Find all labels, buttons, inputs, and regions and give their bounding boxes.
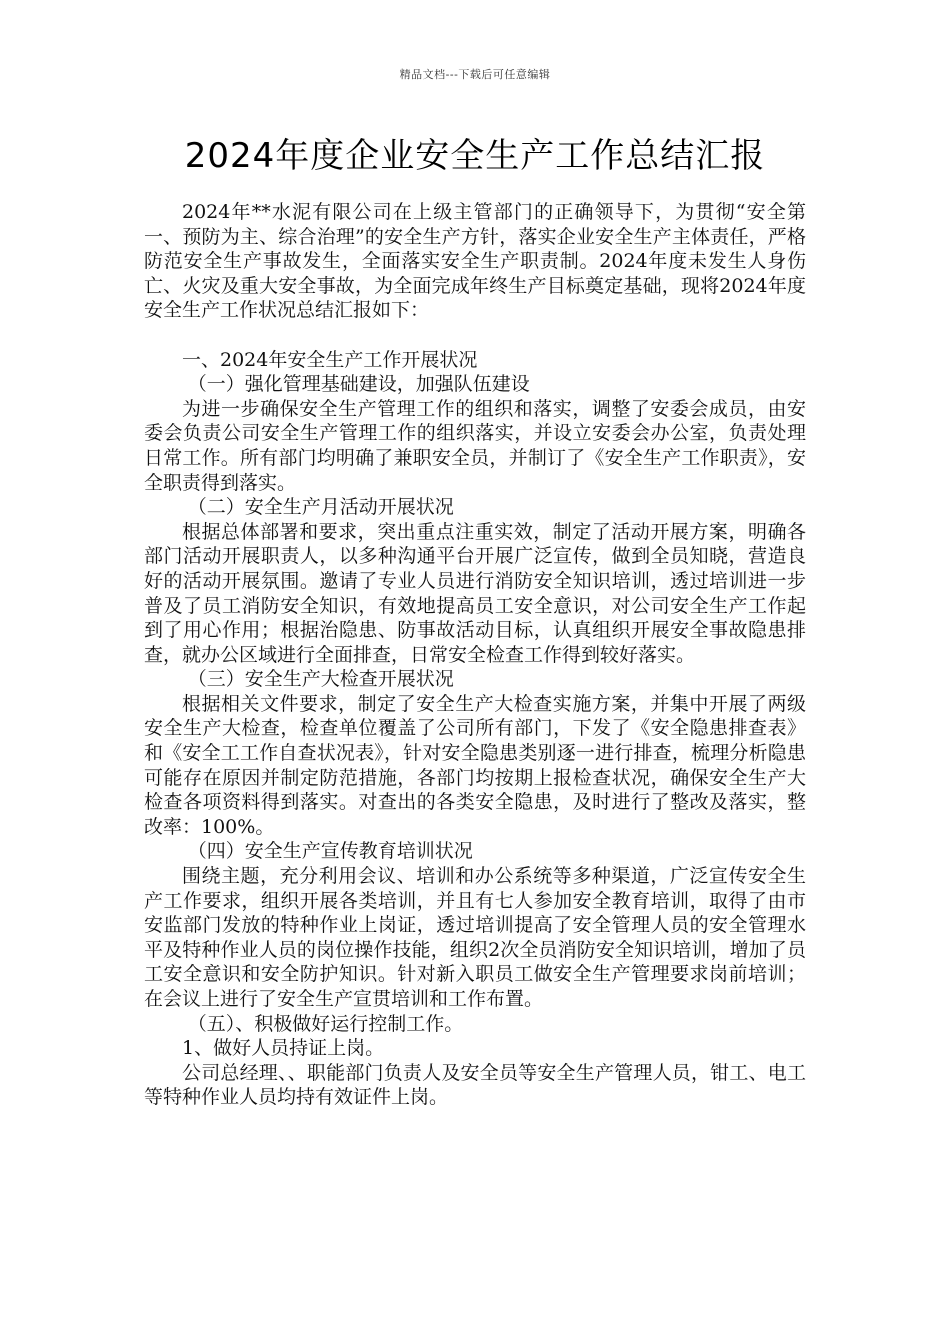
subsection-3-paragraph: 根据相关文件要求，制定了安全生产大检查实施方案，并集中开展了两级安全生产大检查，检查单位覆盖了公司所有部门，下发了《安全隐患排查表》和《安全工工作自查状况表》，针对安全隐患类别逐一进行排查，梳理分析隐患可能存在原因并制定防范措施，各部门均按期上报检查状况，确保安全生产大检查各项资料得到落实。对查出的各类安全隐患，及时进行了整改及落实，整改率：100%。 xyxy=(144,692,806,838)
intro-paragraph: 2024年**水泥有限公司在上级主管部门的正确领导下，为贯彻“安全第一、预防为主、综合治理”的安全生产方针，落实企业安全生产主体责任，严格防范安全生产事故发生，全面落实安全生产职责制。2024年度未发生人身伤亡、火灾及重大安全事故，为全面完成年终生产目标奠定基础，现将2024年度安全生产工作状况总结汇报如下： xyxy=(144,201,806,322)
subsection-4-paragraph: 围绕主题，充分利用会议、培训和办公系统等多种渠道，广泛宣传安全生产工作要求，组织开展各类培训，并且有七人参加安全教育培训，取得了由市安监部门发放的特种作业上岗证，透过培训提高了安全管理人员的安全管理水平及特种作业人员的岗位操作技能，组织2次全员消防安全知识培训，增加了员工安全意识和安全防护知识。针对新入职员工做安全生产管理要求岗前培训；在会议上进行了安全生产宣贯培训和工作布置。 xyxy=(144,865,806,1010)
subsection-2-paragraph: 根据总体部署和要求，突出重点注重实效，制定了活动开展方案，明确各部门活动开展职责人，以多种沟通平台开展广泛宣传，做到全员知晓，营造良好的活动开展氛围。邀请了专业人员进行消防安全知识培训，透过培训进一步普及了员工消防安全知识，有效地提高员工安全意识，对公司安全生产工作起到了用心作用；根据治隐患、防事故活动目标，认真组织开展安全事故隐患排查，就办公区域进行全面排查，日常安全检查工作得到较好落实。 xyxy=(144,520,806,666)
document-title: 2024年度企业安全生产工作总结汇报 xyxy=(184,136,766,176)
item-1-paragraph: 公司总经理、、职能部门负责人及安全员等安全生产管理人员，钳工、电工等特种作业人员均持有效证件上岗。 xyxy=(144,1061,806,1109)
subsection-3-heading: （三）安全生产大检查开展状况 xyxy=(187,668,454,691)
blank-line xyxy=(144,323,806,348)
header-note: 精品文档---下载后可任意编辑 xyxy=(399,68,551,81)
subsection-2-heading: （二）安全生产月活动开展状况 xyxy=(187,496,454,519)
subsection-4-heading: （四）安全生产宣传教育培训状况 xyxy=(187,840,473,863)
document-body xyxy=(144,200,806,1110)
subsection-5-heading: （五）、积极做好运行控制工作。 xyxy=(187,1012,464,1035)
subsection-1-paragraph: 为进一步确保安全生产管理工作的组织和落实，调整了安委会成员，由安委会负责公司安全生产管理工作的组织落实，并设立安委会办公室，负责处理日常工作。所有部门均明确了兼职安全员，并制订了《安全生产工作职责》，安全职责得到落实。 xyxy=(144,397,806,494)
section-1-heading: 一、2024年安全生产工作开展状况 xyxy=(182,348,478,371)
item-1-heading: 1、做好人员持证上岗。 xyxy=(182,1037,385,1060)
subsection-1-heading: （一）强化管理基础建设，加强队伍建设 xyxy=(187,373,530,396)
